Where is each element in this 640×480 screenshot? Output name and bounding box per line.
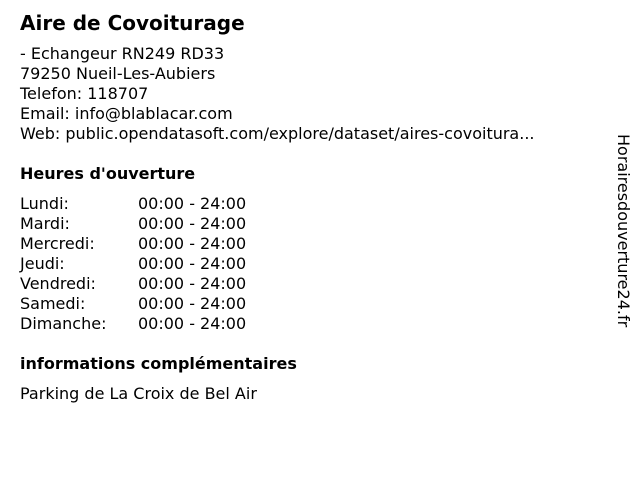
hours-row-sunday [20,314,280,334]
time-range: 00:00 - 24:00 [138,234,247,253]
hours-row-wednesday [20,234,280,254]
info-heading: informations complémentaires [20,354,297,373]
time-range: 00:00 - 24:00 [138,194,247,213]
time-range: 00:00 - 24:00 [138,294,247,313]
time-range: 00:00 - 24:00 [138,254,247,273]
city-line: 79250 Nueil-Les-Aubiers [20,64,216,83]
day-label: Dimanche: [20,314,107,333]
hours-table [20,194,280,334]
day-label: Vendredi: [20,274,96,293]
email-line: Email: info@blablacar.com [20,104,233,123]
street-line: - Echangeur RN249 RD33 [20,44,225,63]
hours-row-friday [20,274,280,294]
day-label: Mercredi: [20,234,95,253]
time-range: 00:00 - 24:00 [138,314,247,333]
hours-row-thursday [20,254,280,274]
day-label: Samedi: [20,294,86,313]
hours-row-saturday [20,294,280,314]
hours-row-monday [20,194,280,214]
address-block [20,44,535,144]
web-line: Web: public.opendatasoft.com/explore/dataset/aires-covoitura... [20,124,535,143]
hours-heading: Heures d'ouverture [20,164,196,183]
day-label: Lundi: [20,194,69,213]
time-range: 00:00 - 24:00 [138,214,247,233]
day-label: Jeudi: [20,254,65,273]
brand-watermark: Horairesdouverture24.fr [614,134,633,328]
info-text: Parking de La Croix de Bel Air [20,384,257,403]
phone-line: Telefon: 118707 [20,84,149,103]
day-label: Mardi: [20,214,70,233]
hours-row-tuesday [20,214,280,234]
page-title: Aire de Covoiturage [20,11,245,35]
time-range: 00:00 - 24:00 [138,274,247,293]
